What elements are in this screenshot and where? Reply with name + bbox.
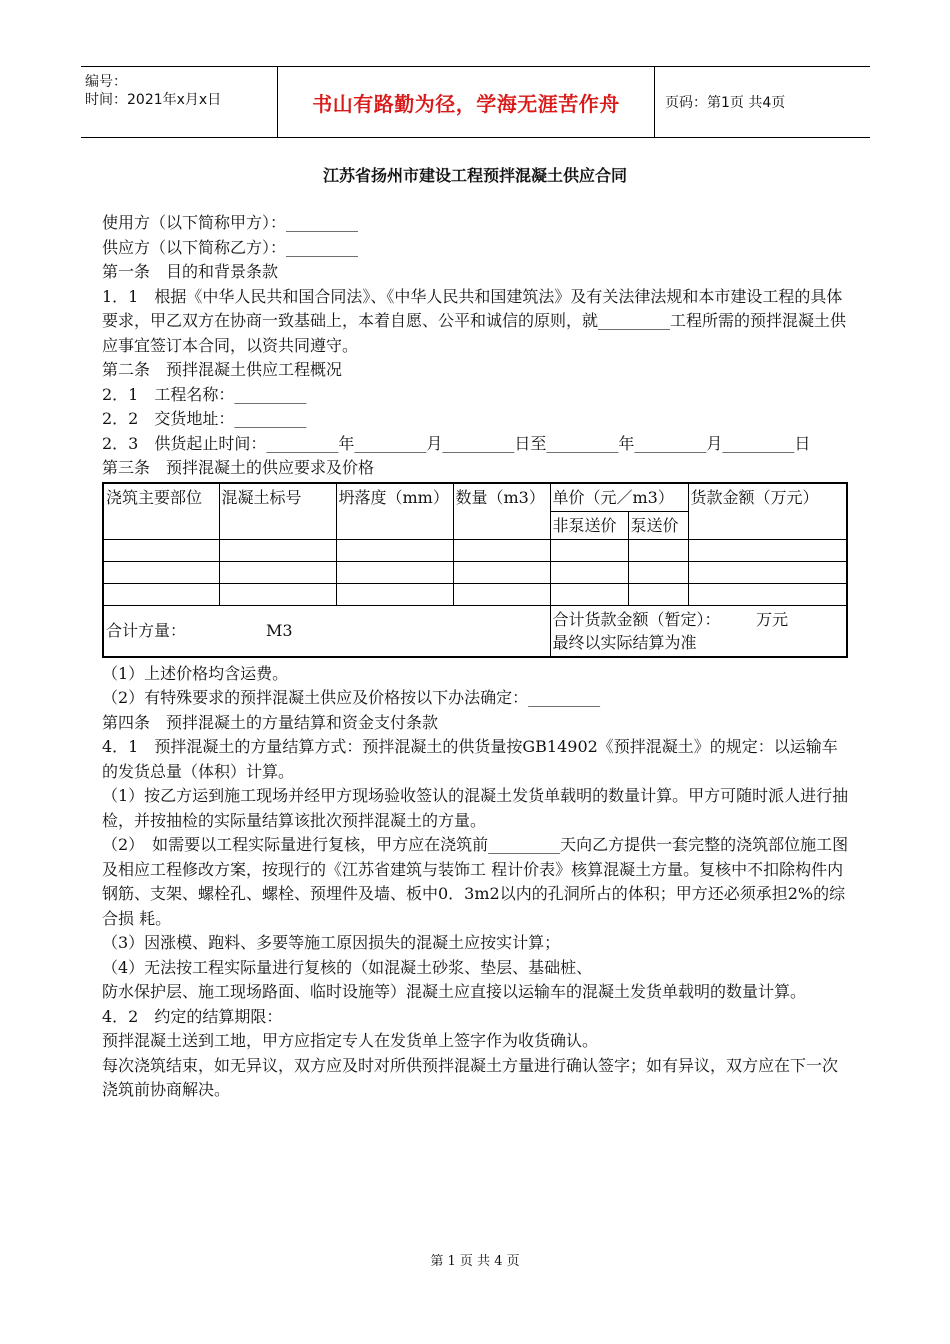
note-1: （1）上述价格均含运费。 (102, 663, 289, 683)
note-2: （2）有特殊要求的预拌混凝土供应及价格按以下办法确定：_________ (102, 688, 601, 707)
total-amount-unit: 万元 (756, 609, 789, 629)
header-amount: 货款金额（万元） (688, 483, 847, 540)
article-2-heading: 第二条 预拌混凝土供应工程概况 (102, 360, 343, 379)
clause-2-1: 2．1 工程名称：_________ (102, 384, 307, 404)
total-amount-label: 合计货款金额（暂定）： (552, 609, 721, 629)
header-grade: 混凝土标号 (219, 483, 336, 540)
article-3-heading: 第三条 预拌混凝土的供应要求及价格 (102, 458, 375, 477)
clause-4-2: 4．2 约定的结算期限： (102, 1006, 283, 1026)
clause-4-1: 4．1 预拌混凝土的方量结算方式：预拌混凝土的供货量按GB14902《预拌混凝土》的规定：以运输车的发货总量（体积）计算。 (102, 737, 838, 781)
contract-body (102, 211, 850, 1103)
clause-1-1: 1．1 根据《中华人民共和国合同法》、《中华人民共和国建筑法》及有关法律法规和本市建设工程的具体要求，甲乙双方在协商一致基础上，本着自愿、公平和诚信的原则，就_________工程所需的预拌混凝土供应事宜签订本合同，以资共同遵守。 (102, 286, 847, 355)
time-label: 时间：2021年x月x日 (85, 92, 222, 108)
table-row (103, 539, 847, 561)
page-footer: 第 1 页 共 4 页 (430, 1254, 520, 1269)
header-slump: 坍落度（mm） (336, 483, 453, 540)
header-part: 浇筑主要部位 (103, 483, 219, 540)
total-volume-unit: M3 (266, 621, 293, 640)
header-page-label: 页码：第1页 共4页 (665, 95, 786, 111)
clause-2-3: 2．3 供货起止时间：_________年_________月_________日至_________年_________月_________日 (102, 433, 811, 453)
header-pump-price: 泵送价 (628, 511, 688, 539)
table-row (103, 561, 847, 583)
clause-4-2-para-2: 每次浇筑结束，如无异议，双方应及时对所供预拌混凝土方量进行确认签字；如有异议，双方应在下一次浇筑前协商解决。 (102, 1055, 839, 1099)
header-motto: 书山有路勤为径，学海无涯苦作舟 (278, 67, 655, 137)
clause-4-2-para-1: 预拌混凝土送到工地，甲方应指定专人在发货单上签字作为收货确认。 (102, 1031, 599, 1050)
total-volume-cell (103, 605, 550, 657)
party-a-line: 使用方（以下简称甲方）：_________ (102, 213, 359, 232)
table-total-row (103, 605, 847, 657)
page-header (81, 66, 870, 138)
party-b-line: 供应方（以下简称乙方）：_________ (102, 237, 359, 257)
total-note: 最终以实际结算为准 (552, 632, 697, 652)
clause-4-1-item-4: （4）无法按工程实际量进行复核的（如混凝土砂浆、垫层、基础桩、 (102, 957, 593, 977)
header-unit-price: 单价（元／m3） (550, 483, 688, 512)
document-title: 江苏省扬州市建设工程预拌混凝土供应合同 (322, 166, 627, 185)
serial-label: 编号： (85, 74, 127, 90)
price-table (102, 482, 848, 658)
header-meta (81, 67, 278, 137)
clause-2-2: 2．2 交货地址：_________ (102, 409, 307, 428)
clause-4-1-item-1: （1）按乙方运到施工现场并经甲方现场验收签认的混凝土发货单载明的数量计算。甲方可随时派人进行抽检，并按抽检的实际量结算该批次预拌混凝土的方量。 (102, 786, 849, 830)
total-volume-label: 合计方量： (106, 621, 187, 640)
total-amount-cell (550, 605, 847, 657)
clause-4-1-item-4-cont: 防水保护层、施工现场路面、临时设施等）混凝土应直接以运输车的混凝土发货单载明的数量计算。 (102, 982, 807, 1001)
clause-4-1-item-3: （3）因涨模、跑料、多要等施工原因损失的混凝土应按实计算； (102, 933, 561, 952)
article-4-heading: 第四条 预拌混凝土的方量结算和资金支付条款 (102, 712, 439, 732)
header-non-pump-price: 非泵送价 (550, 511, 628, 539)
clause-4-1-item-2: （2） 如需要以工程实际量进行复核，甲方应在浇筑前_________天向乙方提供一套完整的浇筑部位施工图及相应工程修改方案，按现行的《江苏省建筑与装饰工 程计价表》核算混凝土方量。复核中不扣除构件内钢筋、支架、螺栓孔、螺栓、预埋件及墙、板中0．3m2以内的孔洞所占的体积；甲方还必须承担2%的综合损 耗。 (102, 835, 849, 928)
table-row (103, 583, 847, 605)
article-1-heading: 第一条 目的和背景条款 (102, 262, 279, 281)
table-header-row (103, 483, 847, 512)
header-quantity: 数量（m3） (453, 483, 550, 540)
